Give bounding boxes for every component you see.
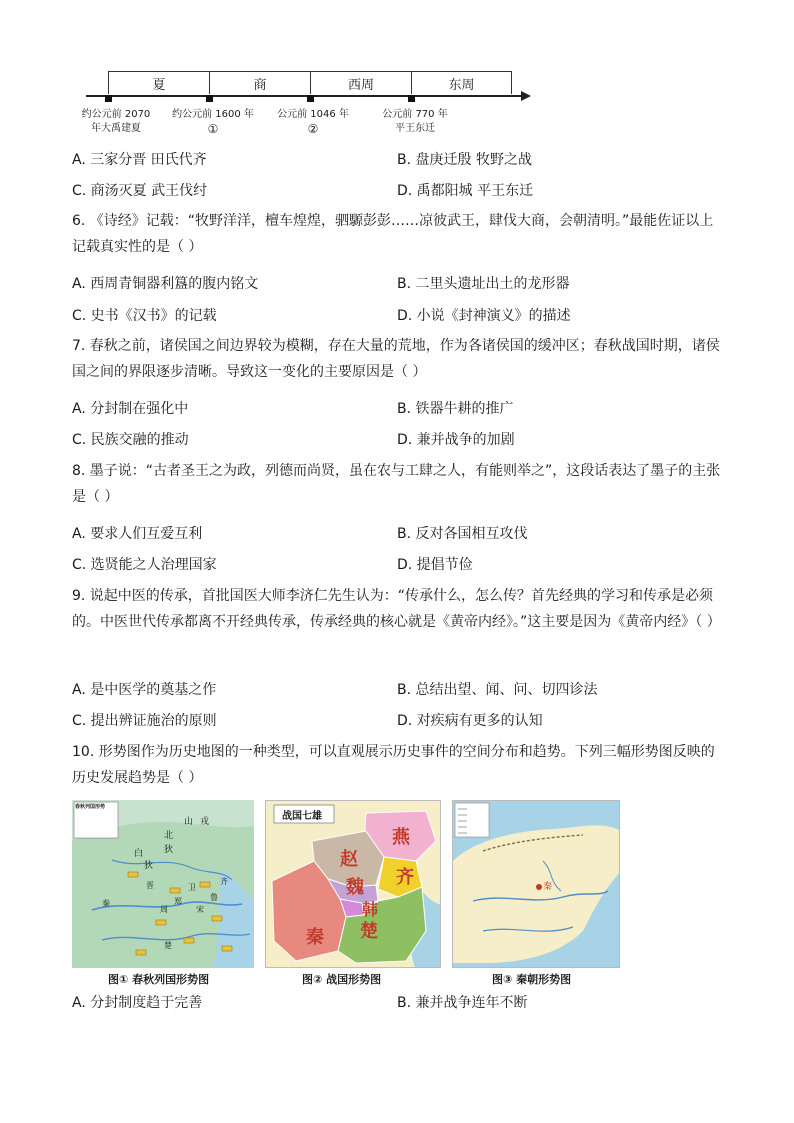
map1-label: 楚 <box>164 941 172 950</box>
q8-option-d[interactable]: D. 提倡节俭 <box>397 557 473 573</box>
q8-option-a[interactable]: A. 要求人们互爱互利 <box>72 526 203 542</box>
timeline-point-event: ② <box>307 122 319 136</box>
map1-label: 齐 <box>220 877 228 886</box>
map1-legend-title: 春秋列国形势 <box>75 804 106 810</box>
map1-label: 晋 <box>146 881 154 890</box>
timeline-point-shang <box>158 108 268 136</box>
timeline-point-event: 年大禹建夏 <box>91 123 141 134</box>
q8-option-b[interactable]: B. 反对各国相互攻伐 <box>397 526 528 542</box>
q5-option-b[interactable]: B. 盘庚迁殷 牧野之战 <box>397 152 532 168</box>
timeline-point-date: 约公元前 2070 <box>81 109 151 120</box>
q5-option-c[interactable]: C. 商汤灭夏 武王伐纣 <box>72 183 208 199</box>
map1-label: 秦 <box>102 899 110 908</box>
q9-option-d[interactable]: D. 对疾病有更多的认知 <box>397 713 543 729</box>
map2-caption: 图② 战国形势图 <box>302 973 382 986</box>
q9-option-c[interactable]: C. 提出辨证施治的原则 <box>72 713 217 729</box>
timeline-point-eastern-zhou <box>360 108 470 136</box>
q9-option-a[interactable]: A. 是中医学的奠基之作 <box>72 682 217 698</box>
map-spring-autumn <box>72 800 254 968</box>
q6-option-a[interactable]: A. 西周青铜器利簋的腹内铭文 <box>72 276 259 292</box>
q7-option-d[interactable]: D. 兼并战争的加剧 <box>397 432 515 448</box>
timeline-point-xia <box>61 108 171 136</box>
q6-option-d[interactable]: D. 小说《封神演义》的描述 <box>397 308 571 324</box>
period-western-zhou: 西周 <box>310 71 412 94</box>
map2-state-chu: 楚 <box>360 921 378 942</box>
timeline-point-date: 约公元前 1600 年 <box>172 109 254 120</box>
map2-state-han: 韩 <box>362 900 379 919</box>
map1-label: 鲁 <box>210 893 218 902</box>
period-shang: 商 <box>209 71 311 94</box>
map2-state-zhao: 赵 <box>340 849 358 870</box>
q10-option-a[interactable]: A. 分封制度趋于完善 <box>72 995 203 1011</box>
q7-option-c[interactable]: C. 民族交融的推动 <box>72 432 189 448</box>
map1-label: 戎 <box>200 817 210 827</box>
q10-option-b[interactable]: B. 兼并战争连年不断 <box>397 995 528 1011</box>
map2-state-yan: 燕 <box>392 827 410 848</box>
timeline-tick <box>408 95 415 102</box>
map1-label: 山 <box>184 817 194 827</box>
timeline-point-date: 公元前 1046 年 <box>277 109 349 120</box>
q10-stem: 10. 形势图作为历史地图的一种类型，可以直观展示历史事件的空间分布和趋势。下列三幅形势图反映的历史发展趋势是（ ） <box>72 744 715 786</box>
q6-stem: 6. 《诗经》记载：“牧野洋洋，檀车煌煌，驷騵彭彭……凉彼武王，肆伐大商，会朝清明。”最能佐证以上记载真实性的是（ ） <box>72 213 714 255</box>
timeline-tick <box>307 95 314 102</box>
map3-caption: 图③ 秦朝形势图 <box>492 973 572 986</box>
timeline-tick <box>206 95 213 102</box>
map-warring-states <box>265 800 441 968</box>
timeline-axis <box>86 95 522 97</box>
q7-stem: 7. 春秋之前，诸侯国之间边界较为模糊，存在大量的荒地，作为各诸侯国的缓冲区；春秋战国时期，诸侯国之间的界限逐步清晰。导致这一变化的主要原因是（ ） <box>72 338 720 380</box>
map1-label: 宋 <box>196 905 204 914</box>
map-qin-dynasty-svg <box>453 801 620 968</box>
q6-option-b[interactable]: B. 二里头遗址出土的龙形器 <box>397 276 570 292</box>
q5-option-a[interactable]: A. 三家分晋 田氏代齐 <box>72 152 207 168</box>
map1-label: 狄 <box>144 861 154 871</box>
timeline-point-western-zhou <box>258 108 368 136</box>
q8-option-c[interactable]: C. 选贤能之人治理国家 <box>72 557 217 573</box>
timeline-point-event: 平王东迁 <box>395 123 435 134</box>
map1-label: 白 <box>134 849 144 859</box>
map2-state-qin: 秦 <box>306 927 324 948</box>
q7-option-b[interactable]: B. 铁器牛耕的推广 <box>397 401 514 417</box>
timeline-point-event: ① <box>207 122 219 136</box>
map2-title: 战国七雄 <box>282 811 322 822</box>
period-eastern-zhou: 东周 <box>411 71 512 94</box>
map1-label: 北 <box>164 831 174 841</box>
q5-option-d[interactable]: D. 禹都阳城 平王东迁 <box>397 183 534 199</box>
map2-state-qi: 齐 <box>396 867 414 888</box>
q9-stem: 9. 说起中医的传承，首批国医大师李济仁先生认为：“传承什么，怎么传？首先经典的学习和传承是必须的。中医世代传承都离不开经典传承，传承经典的核心就是《黄帝内经》。”这主要是因为《黄帝内经》（ ） <box>72 588 721 630</box>
map-qin-dynasty <box>452 800 620 968</box>
q7-option-a[interactable]: A. 分封制在强化中 <box>72 401 189 417</box>
timeline-point-date: 公元前 770 年 <box>382 109 448 120</box>
map1-caption: 图① 春秋列国形势图 <box>108 973 210 986</box>
q6-option-c[interactable]: C. 史书《汉书》的记载 <box>72 308 217 324</box>
map3-capital-label: 秦 <box>543 882 553 892</box>
period-xia: 夏 <box>108 71 210 94</box>
map1-label: 周 <box>160 905 168 914</box>
map1-label: 卫 <box>188 883 196 892</box>
q9-option-b[interactable]: B. 总结出望、闻、问、切四诊法 <box>397 682 598 698</box>
timeline-tick <box>105 95 112 102</box>
map1-label: 狄 <box>164 845 174 855</box>
timeline-arrow-icon <box>521 91 531 101</box>
map1-label: 郑 <box>174 897 182 906</box>
map2-state-wei: 魏 <box>346 877 364 898</box>
q8-stem: 8. 墨子说：“古者圣王之为政，列德而尚贤，虽在农与工肆之人，有能则举之”，这段话表达了墨子的主张是（ ） <box>72 463 721 505</box>
